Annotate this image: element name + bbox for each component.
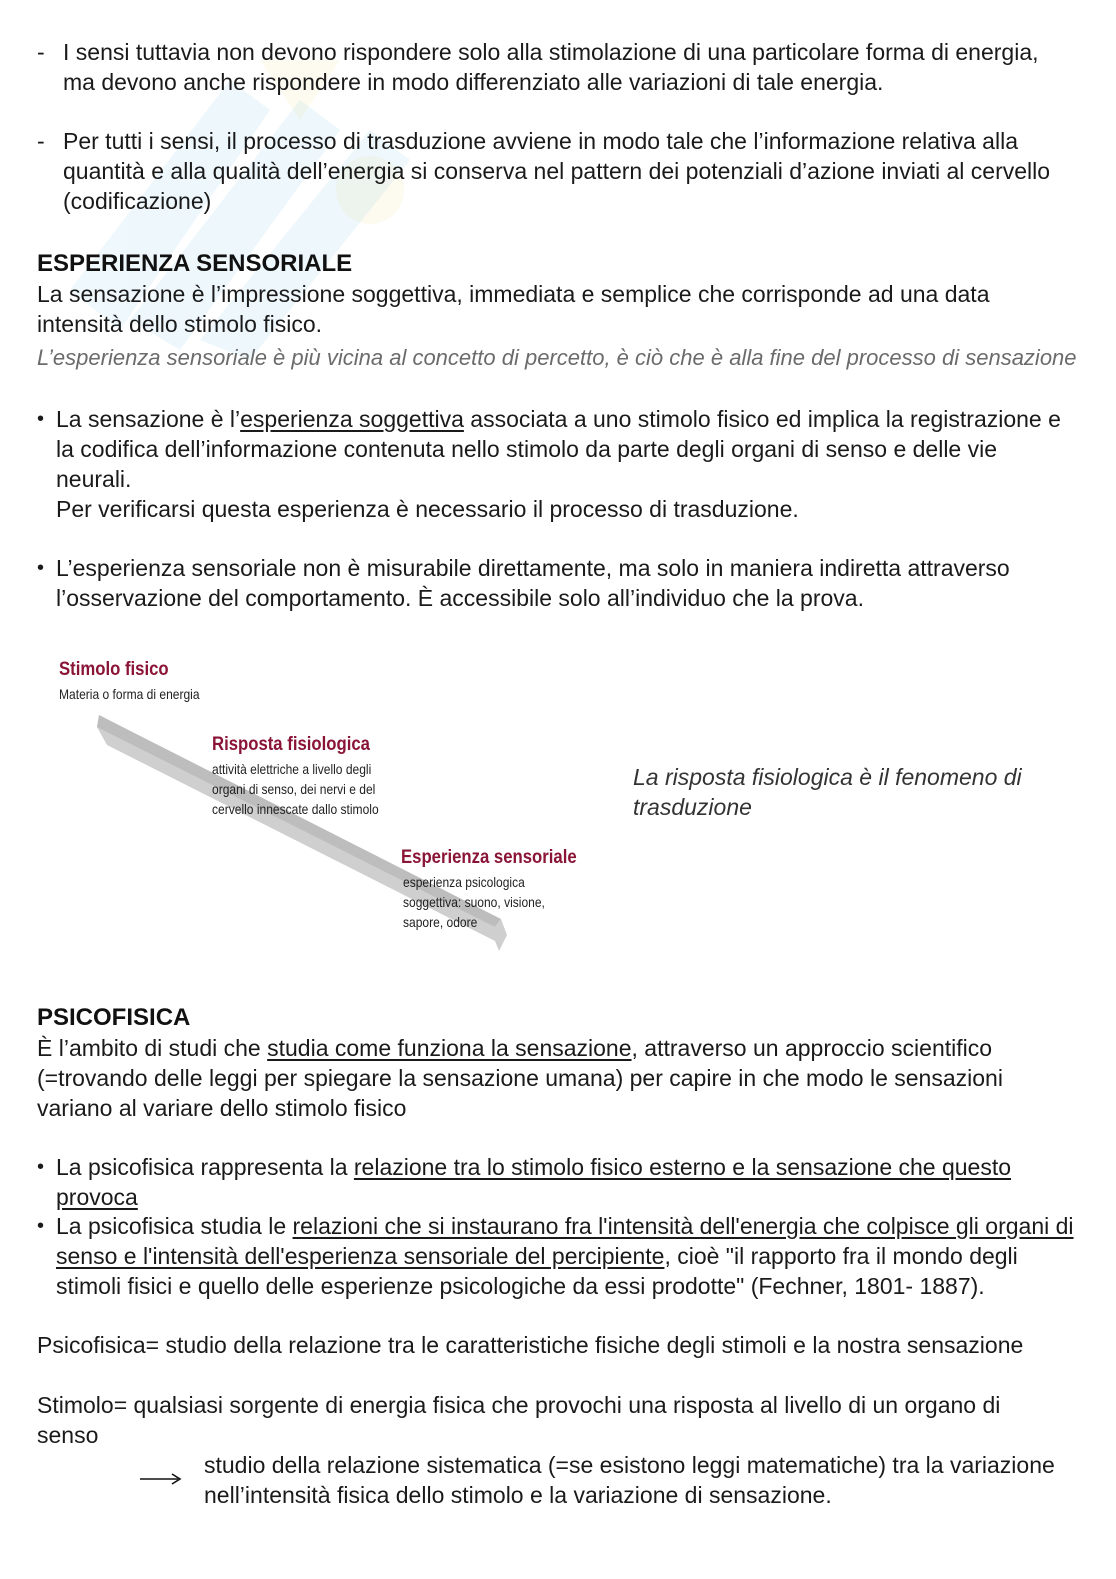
bullet-extra-line: Per verificarsi questa esperienza è necessario il processo di trasduzione. (56, 496, 799, 522)
bullet-text: La psicofisica rappresenta la relazione tra lo stimolo fisico esterno e la sensazione che questo provoca (56, 1154, 1012, 1210)
intro-item-1 (37, 37, 1067, 97)
underlined-term: relazioni che si instaurano fra l'intensità dell'energia che colpisce gli organi di senso e l'intensità dell'esperienza sensoriale del percipiente (56, 1213, 1074, 1269)
esperienza-bullet-1 (37, 404, 1077, 524)
stage-desc-risposta-3: cervello innescate dallo stimolo (212, 801, 379, 817)
intro-item-2 (37, 126, 1067, 216)
bullet-text: L’esperienza sensoriale non è misurabile direttamente, ma solo in maniera indiretta attraverso l’osservazione del comportamento. È accessibile solo all’individuo che la prova. (56, 555, 1010, 611)
esperienza-definition: La sensazione è l’impressione soggettiva, immediata e semplice che corrisponde ad una data intensità dello stimolo fisico. (37, 281, 990, 337)
underlined-term: studia come funziona la sensazione (267, 1035, 632, 1061)
psicofisica-definition: Psicofisica= studio della relazione tra le caratteristiche fisiche degli stimoli e la nostra sensazione (37, 1332, 1024, 1358)
psicofisica-intro: È l’ambito di studi che studia come funziona la sensazione, attraverso un approccio scientifico (=trovando delle leggi per spiegare la sensazione umana) per capire in che modo le sensazioni variano al variare dello stimolo fisico (37, 1035, 1003, 1121)
stimolo-definition: Stimolo= qualsiasi sorgente di energia fisica che provochi una risposta al livello di un organo di senso (37, 1392, 1026, 1448)
stage-desc-esperienza-2: soggettiva: suono, visione, (403, 894, 545, 910)
intro-item-text: Per tutti i sensi, il processo di trasduzione avviene in modo tale che l’informazione relativa alla quantità e alla qualità dell’energia si conserva nel pattern dei potenziali d’azione inviati al cervello (codificazione) (63, 128, 1051, 214)
sensation-diagram (55, 655, 635, 965)
dash-marker: - (37, 39, 45, 65)
bullet-text: La sensazione è l’esperienza soggettiva associata a uno stimolo fisico ed implica la registrazione e la codifica dell’informazione contenuta nello stimolo da parte degli organi di senso e delle vie neurali. Per verificarsi questa esperienza è necessario il processo di trasduzione. (56, 404, 1077, 524)
bullet-marker: • (37, 1215, 45, 1237)
bullet-marker: • (37, 408, 45, 430)
bullet-text: La psicofisica studia le relazioni che si instaurano fra l'intensità dell'energia che colpisce gli organi di senso e l'intensità dell'esperienza sensoriale del percipiente, cioè "il rapporto fra il mondo degli stimoli fisici e quello delle esperienze psicologiche da essi prodotte" (Fechner, 1801- 1887). (56, 1213, 1074, 1299)
bullet-marker: • (37, 557, 45, 579)
psicofisica-bullet-1 (37, 1152, 1077, 1212)
intro-item-text: I sensi tuttavia non devono rispondere solo alla stimolazione di una particolare forma di energia, ma devono anche rispondere in modo differenziato alle variazioni di tale energia. (63, 39, 1039, 95)
stage-desc-esperienza-3: sapore, odore (403, 914, 478, 930)
psicofisica-heading: PSICOFISICA (37, 1004, 191, 1031)
psicofisica-bullet-2 (37, 1211, 1077, 1301)
esperienza-bullet-2 (37, 553, 1077, 613)
stage-title-stimolo: Stimolo fisico (59, 659, 169, 680)
stage-desc-stimolo: Materia o forma di energia (59, 686, 200, 702)
stage-title-esperienza: Esperienza sensoriale (401, 847, 577, 868)
esperienza-heading: ESPERIENZA SENSORIALE (37, 250, 353, 277)
bullet-marker: • (37, 1156, 45, 1178)
underlined-term: esperienza soggettiva (240, 406, 464, 432)
underlined-term: relazione tra lo stimolo fisico esterno e la sensazione che questo provoca (56, 1154, 1012, 1210)
diagram-side-note: La risposta fisiologica è il fenomeno di trasduzione (633, 764, 1022, 820)
dash-marker: - (37, 128, 45, 154)
esperienza-note: L’esperienza sensoriale è più vicina al concetto di percetto, è ciò che è alla fine del processo di sensazione (37, 345, 1077, 370)
stage-title-risposta: Risposta fisiologica (212, 734, 370, 755)
stage-desc-risposta-2: organi di senso, dei nervi e del (212, 781, 376, 797)
stage-desc-esperienza-1: esperienza psicologica (403, 874, 525, 890)
arrow-explanation: studio della relazione sistematica (=se esistono leggi matematiche) tra la variazione nell’intensità fisica dello stimolo e la variazione di sensazione. (204, 1452, 1055, 1508)
stage-desc-risposta-1: attività elettriche a livello degli (212, 761, 372, 777)
